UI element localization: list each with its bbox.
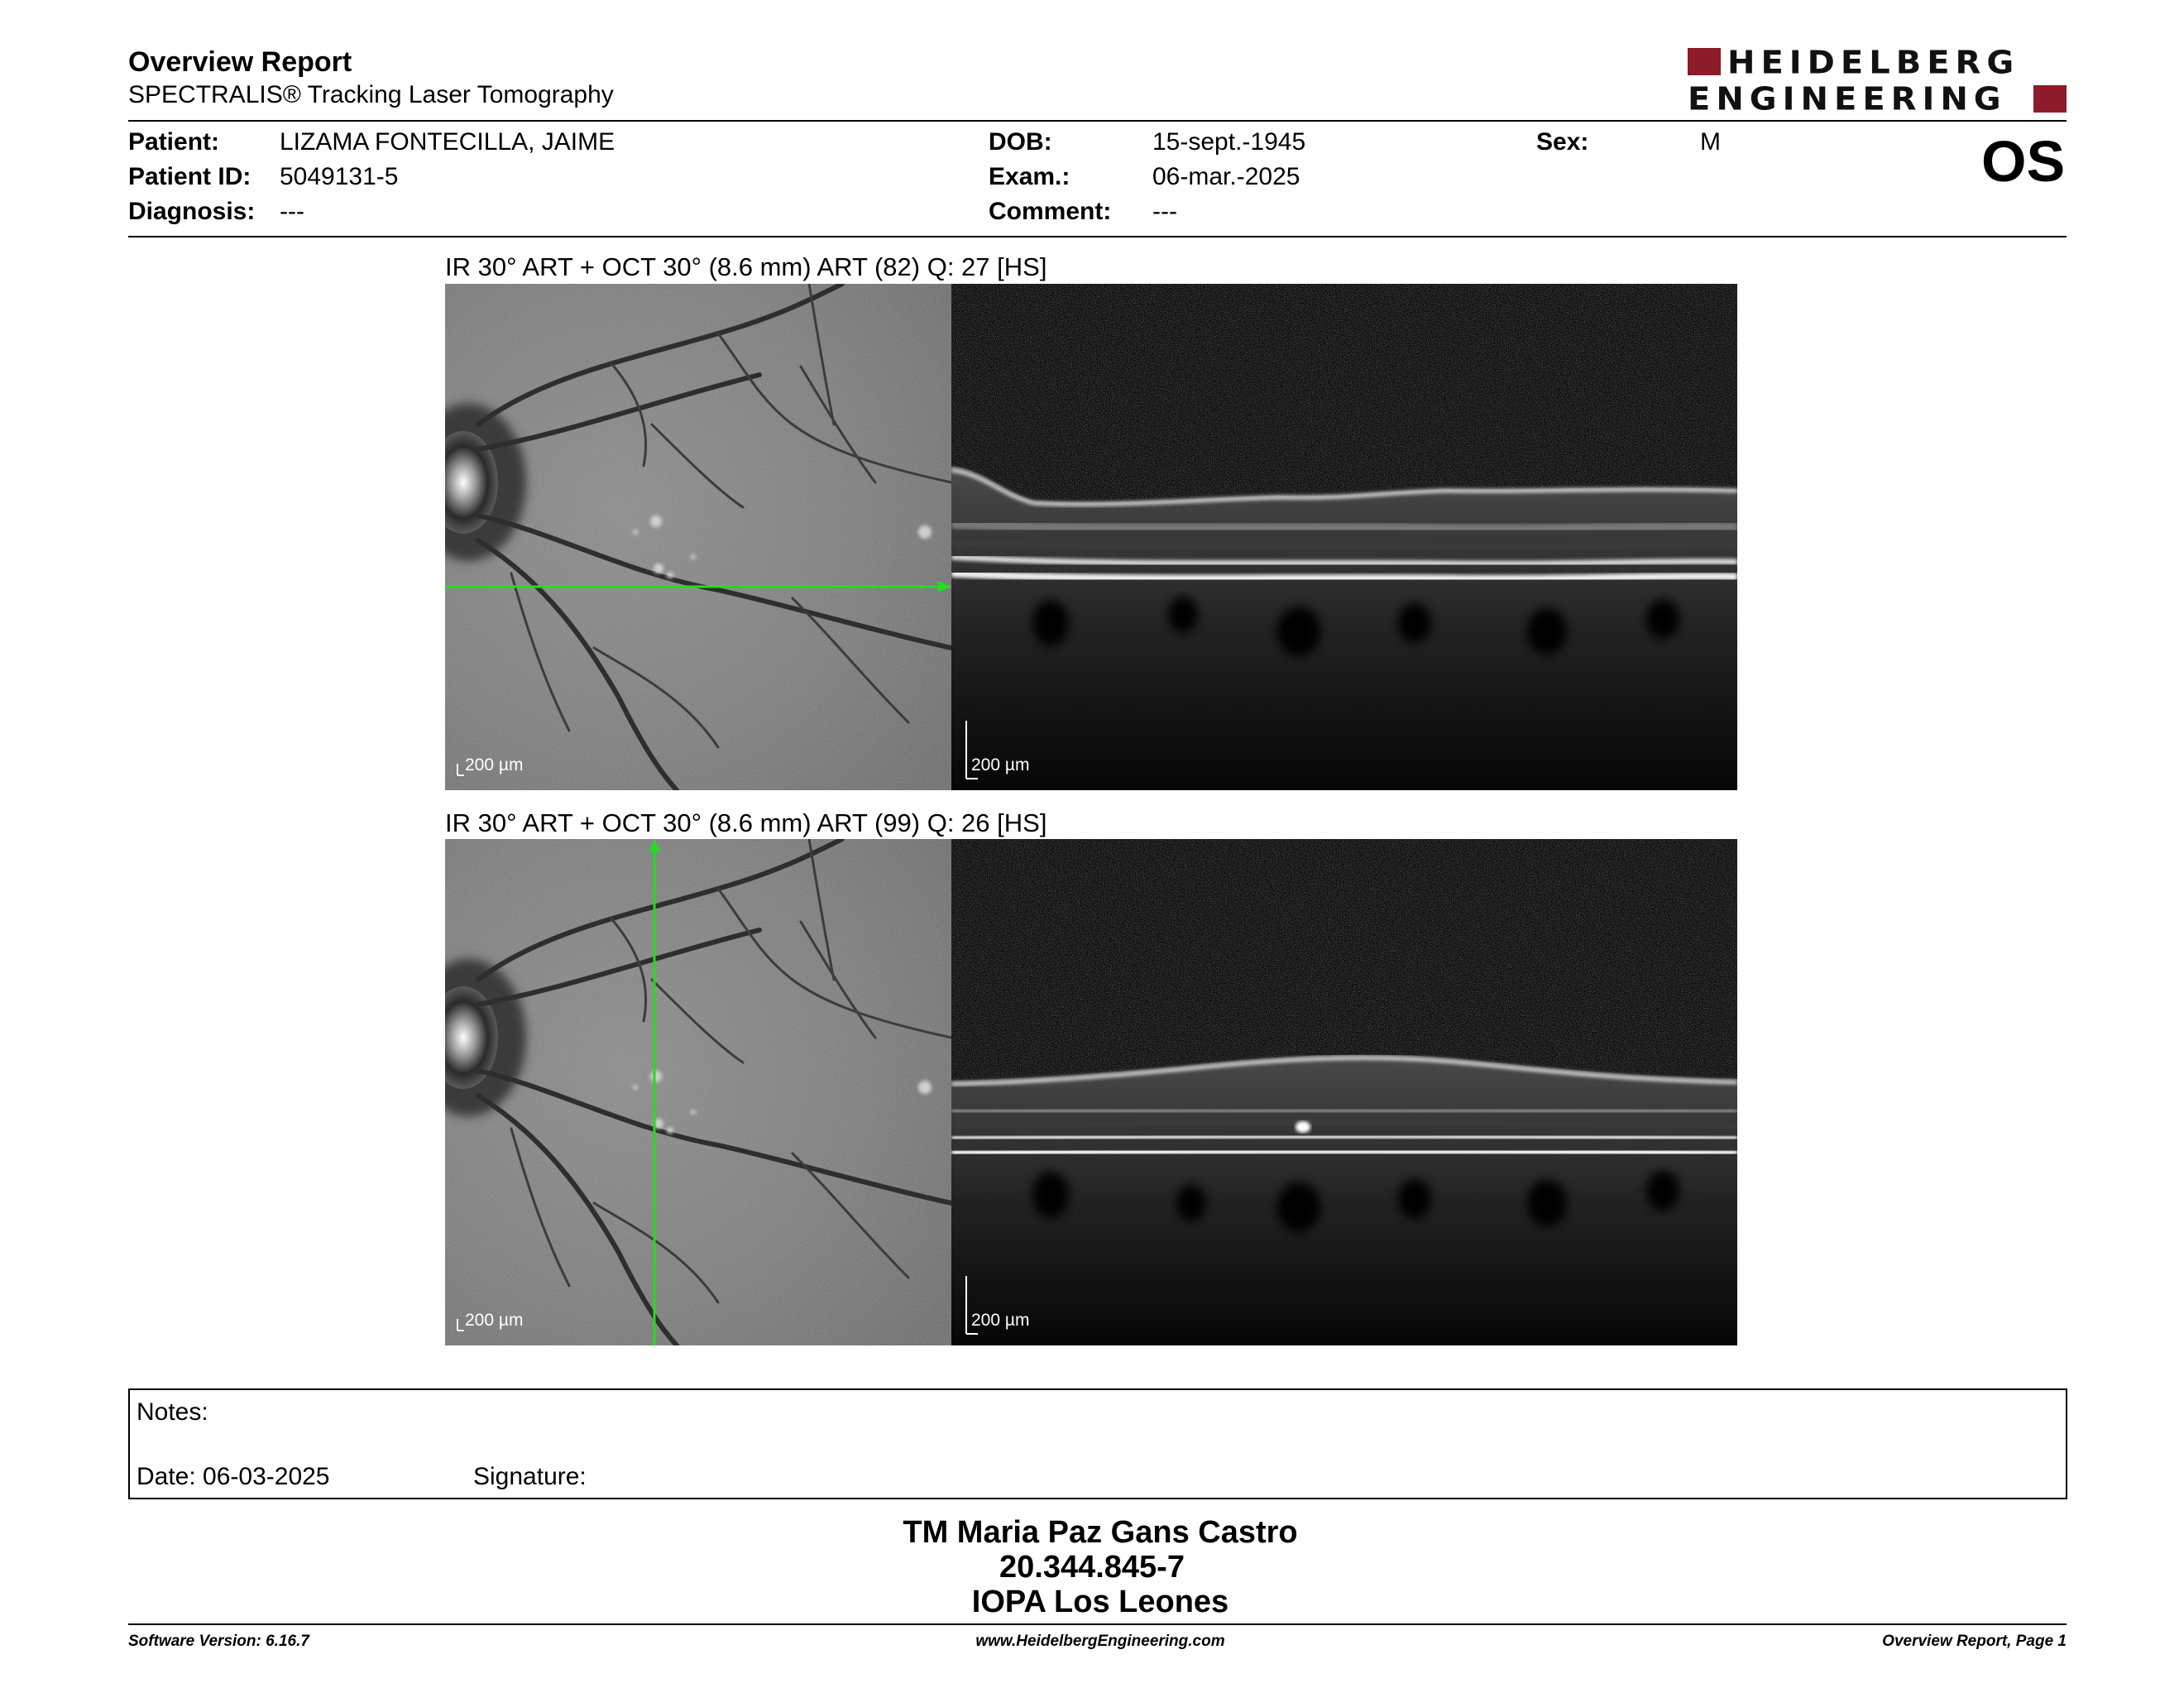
logo-square-bottom	[2033, 85, 2067, 113]
oct-bscan-1	[951, 284, 1737, 790]
notes-box[interactable]	[128, 1388, 2067, 1499]
heidelberg-logo	[1688, 46, 2067, 116]
dob-label: DOB:	[989, 128, 1052, 156]
diagnosis-label: Diagnosis:	[128, 198, 256, 225]
oct-scalebar-2: 200 µm	[971, 1311, 1030, 1330]
scan-title-1: IR 30° ART + OCT 30° (8.6 mm) ART (82) Q: 27 [HS]	[445, 252, 1047, 281]
notes-signature: Signature:	[473, 1463, 587, 1490]
fundus-scalebar-1: 200 µm	[465, 755, 524, 774]
fundus-scalebar-2: 200 µm	[465, 1311, 524, 1330]
logo-line-2: ENGINEERING	[1688, 81, 2007, 117]
technician-id: 20.344.845-7	[999, 1550, 1185, 1585]
page-indicator: Overview Report, Page 1	[1882, 1633, 2067, 1650]
patient-label: Patient:	[128, 128, 220, 156]
oct-scalebar-1: 200 µm	[971, 755, 1030, 774]
comment-value: ---	[1152, 198, 1177, 225]
logo-line-1: HEIDELBERG	[1727, 45, 2020, 81]
notes-label: Notes:	[136, 1398, 208, 1426]
fundus-image-1	[445, 284, 951, 790]
patient-name: LIZAMA FONTECILLA, JAIME	[280, 128, 615, 156]
patient-rule	[128, 236, 2067, 237]
sex-label: Sex:	[1536, 128, 1589, 156]
exam-value: 06-mar.-2025	[1152, 163, 1300, 190]
technician-name: TM Maria Paz Gans Castro	[903, 1515, 1298, 1550]
logo-square-top	[1688, 48, 1721, 75]
website-link[interactable]: www.HeidelbergEngineering.com	[975, 1633, 1225, 1650]
organization-name: IOPA Los Leones	[971, 1585, 1229, 1619]
report-title: Overview Report	[128, 46, 352, 78]
scan-title-2: IR 30° ART + OCT 30° (8.6 mm) ART (99) Q: 26 [HS]	[445, 808, 1047, 837]
patient-id-label: Patient ID:	[128, 163, 251, 190]
comment-label: Comment:	[989, 198, 1112, 225]
diagnosis-value: ---	[280, 198, 304, 225]
software-version: Software Version: 6.16.7	[128, 1633, 309, 1650]
notes-date: Date: 06-03-2025	[136, 1463, 330, 1490]
exam-label: Exam.:	[989, 163, 1070, 190]
fundus-image-2	[445, 839, 951, 1345]
report-subtitle: SPECTRALIS® Tracking Laser Tomography	[128, 81, 614, 108]
eye-indicator: OS	[1981, 129, 2066, 194]
sex-value: M	[1700, 128, 1721, 156]
scan-panel-1	[445, 284, 1737, 790]
patient-id: 5049131-5	[280, 163, 399, 190]
dob-value: 15-sept.-1945	[1152, 128, 1306, 156]
oct-bscan-2	[951, 839, 1737, 1345]
header-rule	[128, 120, 2067, 122]
scan-panel-2	[445, 839, 1737, 1345]
footer-rule	[128, 1623, 2067, 1625]
